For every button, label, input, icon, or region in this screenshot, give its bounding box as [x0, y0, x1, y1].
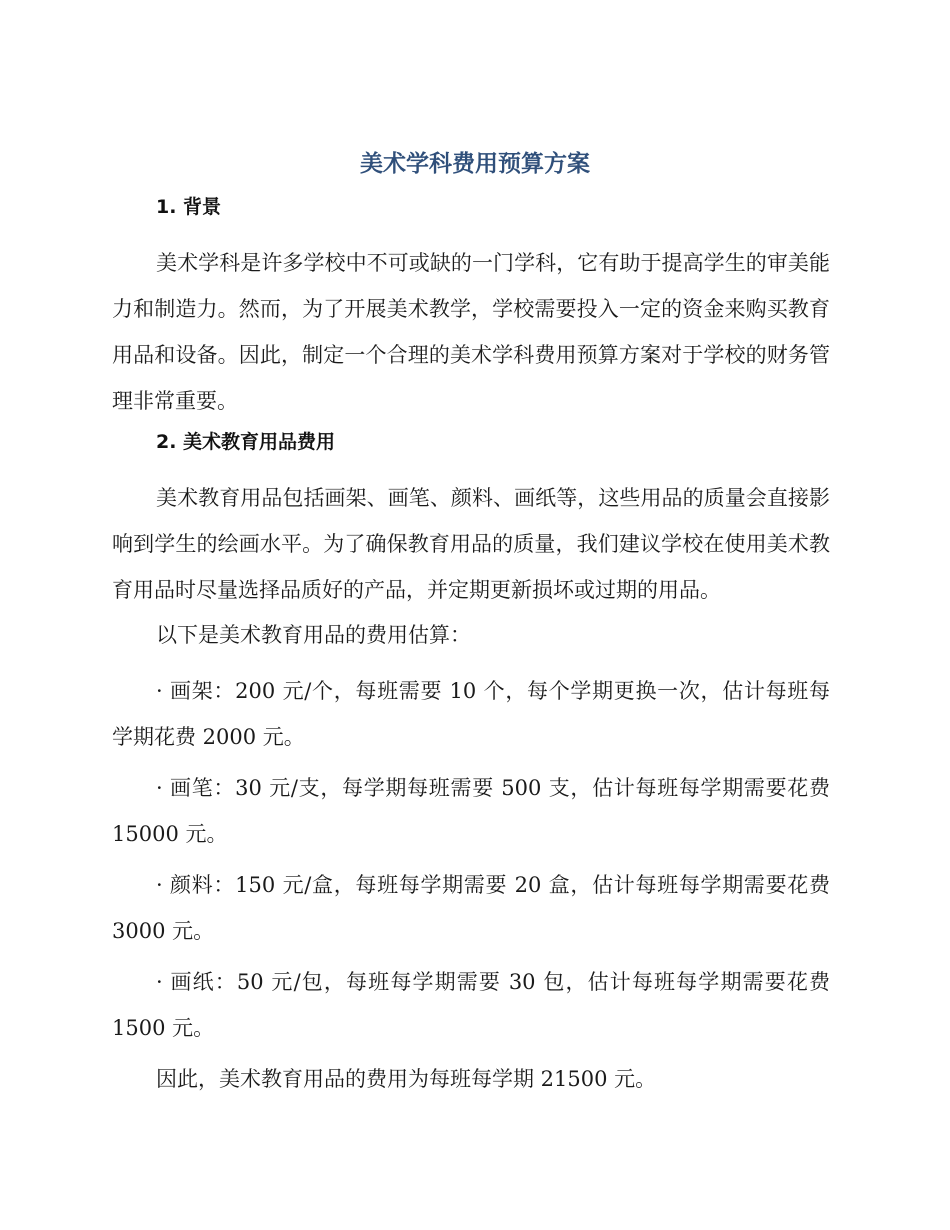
conclusion-paragraph: 因此，美术教育用品的费用为每班每学期 21500 元。	[156, 1067, 657, 1091]
document-title: 美术学科费用预算方案	[360, 151, 590, 177]
background-paragraph: 美术学科是许多学校中不可或缺的一门学科，它有助于提高学生的审美能力和制造力。然而，为了开展美术教学，学校需要投入一定的资金来购买教育用品和设备。因此，制定一个合理的美术学科费用预算方案对于学校的财务管理非常重要。	[112, 251, 830, 413]
list-item-paint: · 颜料：150 元/盒，每班每学期需要 20 盒，估计每班每学期需要花费 3000 元。	[112, 873, 830, 943]
list-item-brush: · 画笔：30 元/支，每学期每班需要 500 支，估计每班每学期需要花费 15000 元。	[112, 776, 830, 846]
section-heading-supplies: 2. 美术教育用品费用	[156, 431, 336, 453]
section-heading-background: 1. 背景	[156, 196, 222, 218]
supplies-paragraph: 美术教育用品包括画架、画笔、颜料、画纸等，这些用品的质量会直接影响到学生的绘画水平。为了确保教育用品的质量，我们建议学校在使用美术教育用品时尽量选择品质好的产品，并定期更新损坏或过期的用品。	[112, 486, 830, 602]
list-item-paper: · 画纸：50 元/包，每班每学期需要 30 包，估计每班每学期需要花费 1500 元。	[112, 970, 830, 1040]
estimate-intro: 以下是美术教育用品的费用估算：	[156, 623, 471, 647]
list-item-easel: · 画架：200 元/个，每班需要 10 个，每个学期更换一次，估计每班每学期花费 2000 元。	[112, 679, 830, 749]
